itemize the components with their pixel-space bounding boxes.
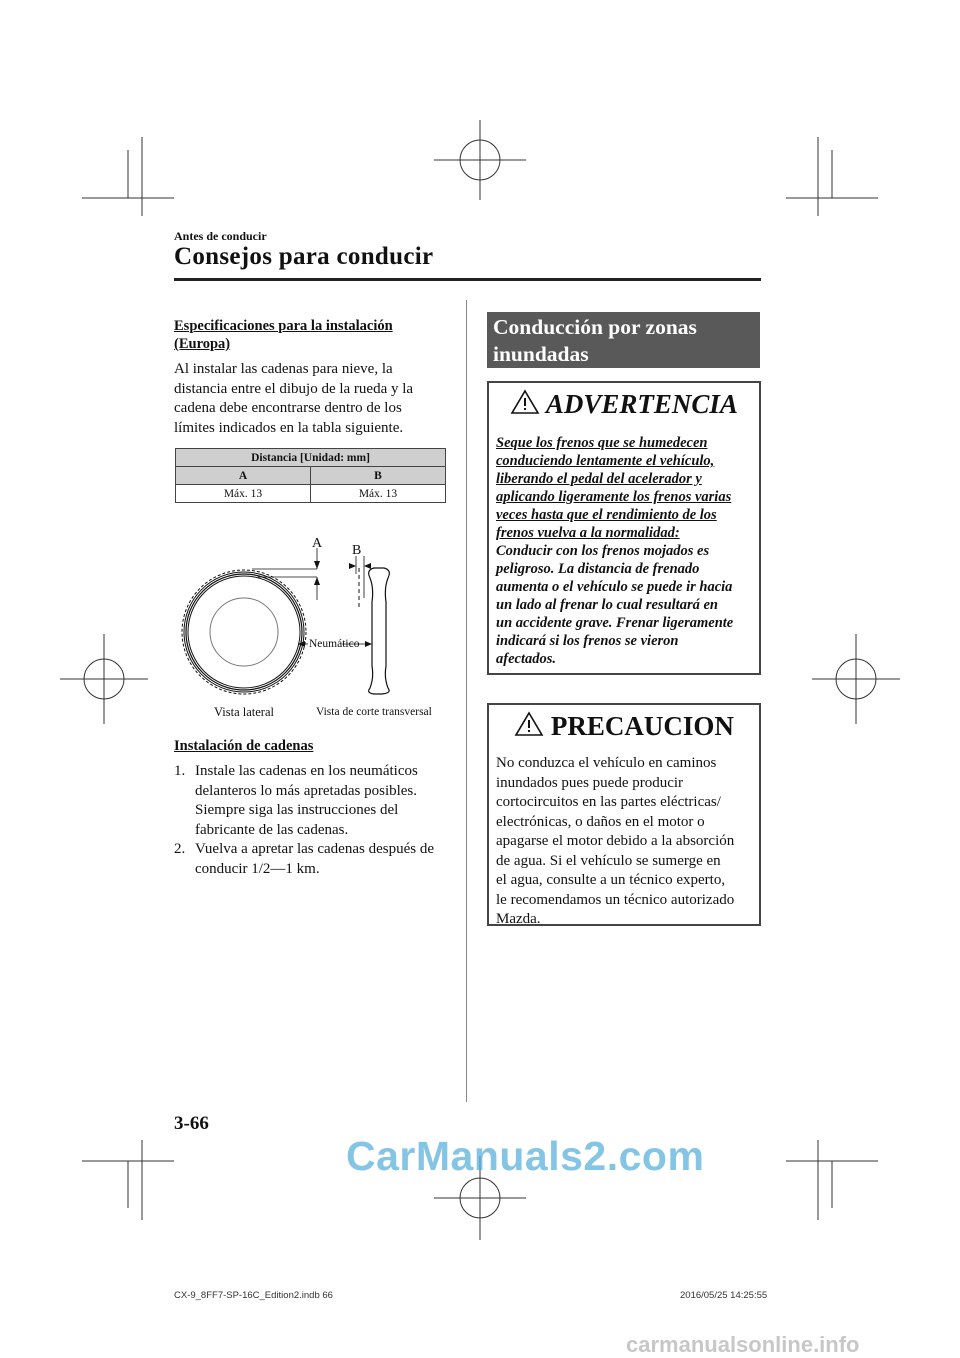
warning-triangle-icon xyxy=(510,389,540,415)
spec-heading-line2: (Europa) xyxy=(174,336,231,352)
table-col-b: B xyxy=(311,467,446,485)
spec-heading-line1: Especificaciones para la instalación xyxy=(174,318,393,334)
warning-underlined-line: frenos vuelva a la normalidad: xyxy=(496,525,680,541)
caution-line: de agua. Si el vehículo se sumerge en xyxy=(496,852,721,869)
page-number: 3-66 xyxy=(174,1113,209,1134)
caution-title: PRECAUCION xyxy=(550,711,734,741)
watermark-main[interactable]: CarManuals2.com xyxy=(346,1133,705,1179)
running-title: Antes de conducir xyxy=(174,229,267,243)
install-steps xyxy=(174,762,459,879)
figure-caption-section: Vista de corte transversal xyxy=(316,706,432,718)
column-divider xyxy=(466,300,467,1102)
intro-paragraph xyxy=(174,360,454,438)
list-item xyxy=(174,840,459,879)
caution-line: Mazda. xyxy=(496,911,541,927)
warning-text xyxy=(489,420,759,668)
table-value-a: Máx. 13 xyxy=(176,485,311,503)
caution-triangle-icon xyxy=(514,711,544,737)
footer-date-info: 2016/05/25 14:25:55 xyxy=(680,1290,768,1301)
caution-line: cortocircuitos en las partes eléctricas/ xyxy=(496,794,721,810)
warning-line: peligroso. La distancia de frenado xyxy=(496,561,700,577)
caution-text xyxy=(489,742,759,930)
caution-box xyxy=(487,703,761,926)
step-line: delanteros lo más apretadas posibles. xyxy=(195,782,418,799)
caution-line: electrónicas, o daños en el motor o xyxy=(496,813,705,830)
caution-line: el agua, consulte a un técnico experto, xyxy=(496,872,726,888)
table-header: Distancia [Unidad: mm] xyxy=(176,449,446,467)
step-line: conducir 1/2—1 km. xyxy=(195,860,320,877)
list-item xyxy=(174,762,459,840)
spec-table xyxy=(175,448,446,503)
step-line: Vuelva a apretar las cadenas después de xyxy=(195,841,434,857)
step-number: 1. xyxy=(174,763,186,779)
warning-underlined-line: Seque los frenos que se humedecen xyxy=(496,435,708,451)
header-rule xyxy=(174,278,761,281)
watermark-corner[interactable]: carmanualsonline.info xyxy=(626,1332,860,1357)
tire-chain-figure xyxy=(174,528,464,728)
figure-caption-side: Vista lateral xyxy=(214,705,274,719)
figure-label-a: A xyxy=(312,536,323,551)
warning-line: indicará si los frenos se vieron xyxy=(496,633,679,649)
warning-line: un lado al frenar lo cual resultará en xyxy=(496,597,718,613)
intro-line: distancia entre el dibujo de la rueda y la xyxy=(174,380,414,397)
step-number: 2. xyxy=(174,841,186,857)
step-line: fabricante de las cadenas. xyxy=(195,821,349,838)
caution-line: inundados pues puede producir xyxy=(496,774,684,791)
warning-line: Conducir con los frenos mojados es xyxy=(496,543,710,559)
spec-heading xyxy=(174,317,393,353)
warning-title-row xyxy=(489,389,759,420)
section-title: Consejos para conducir xyxy=(174,243,434,270)
step-line: Siempre siga las instrucciones del xyxy=(195,802,399,818)
footer-file-info: CX-9_8FF7-SP-16C_Edition2.indb 66 xyxy=(174,1290,333,1301)
flooded-heading xyxy=(487,312,760,368)
step-line: Instale las cadenas en los neumáticos xyxy=(195,763,418,779)
warning-box xyxy=(487,381,761,675)
install-heading: Instalación de cadenas xyxy=(174,738,314,754)
intro-line: Al instalar las cadenas para nieve, la xyxy=(174,361,393,377)
flooded-heading-line1: Conducción por zonas xyxy=(493,315,697,339)
warning-underlined-line: veces hasta que el rendimiento de los xyxy=(496,507,717,523)
table-col-a: A xyxy=(176,467,311,485)
warning-line: un accidente grave. Frenar ligeramente xyxy=(496,615,734,631)
figure-label-b: B xyxy=(352,543,362,558)
caution-line: No conduzca el vehículo en caminos xyxy=(496,755,717,771)
warning-underlined-line: aplicando ligeramente los frenos varias xyxy=(496,489,732,505)
warning-underlined-line: liberando el pedal del acelerador y xyxy=(496,471,702,487)
figure-label-tire: Neumático xyxy=(309,638,360,650)
intro-line: límites indicados en la tabla siguiente. xyxy=(174,419,404,436)
warning-line: aumenta o el vehículo se puede ir hacia xyxy=(496,579,733,595)
warning-line: afectados. xyxy=(496,651,556,667)
caution-line: le recomendamos un técnico autorizado xyxy=(496,891,735,908)
caution-title-row xyxy=(489,711,759,742)
intro-line: cadena debe encontrarse dentro de los xyxy=(174,400,402,416)
caution-line: apagarse el motor debido a la absorción xyxy=(496,833,735,849)
warning-underlined-line: conduciendo lentamente el vehículo, xyxy=(496,453,715,469)
table-value-b: Máx. 13 xyxy=(311,485,446,503)
warning-title: ADVERTENCIA xyxy=(545,389,738,419)
flooded-heading-line2: inundadas xyxy=(493,342,589,366)
